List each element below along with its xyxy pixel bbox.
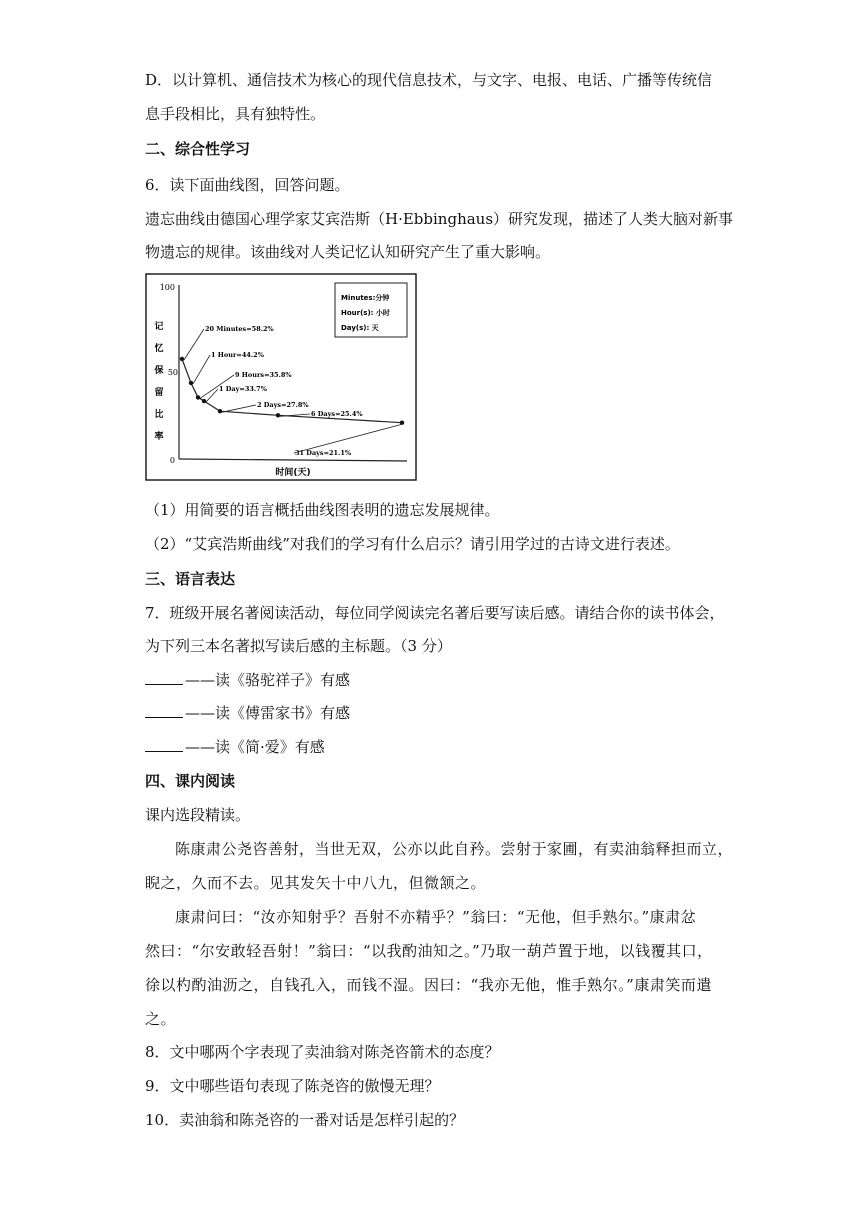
question-7-line-1: 7．班级开展名著阅读活动，每位同学阅读完名著后要写读后感。请结合你的读书体会， xyxy=(145,604,725,622)
intro-line-2: 物遗忘的规律。该曲线对人类记忆认知研究产生了重大影响。 xyxy=(145,243,551,261)
data-label: 31 Days=21.1% xyxy=(295,449,352,457)
data-point xyxy=(189,381,193,385)
option-d-line-2: 息手段相比，具有独特性。 xyxy=(145,105,326,123)
answer-blank-1[interactable] xyxy=(145,670,183,685)
data-point xyxy=(180,357,184,361)
passage-1-line-2: 睨之，久而不去。见其发矢十中八九，但微颔之。 xyxy=(145,874,487,892)
passage-1-line-1: 陈康肃公尧咨善射，当世无双，公亦以此自矜。尝射于家圃，有卖油翁释担而立， xyxy=(175,840,734,858)
question-7-line-2: 为下列三本名著拟写读后感的主标题。（3 分） xyxy=(145,637,452,655)
question-8: 8．文中哪两个字表现了卖油翁对陈尧咨箭术的态度？ xyxy=(145,1043,500,1061)
option-d-line-1: D．以计算机、通信技术为核心的现代信息技术，与文字、电报、电话、广播等传统信 xyxy=(145,71,713,89)
section-heading-4: 四、课内阅读 xyxy=(145,772,236,790)
intro-line-1: 遗忘曲线由德国心理学家艾宾浩斯（H·Ebbinghaus）研究发现，描述了人类大脑对新事 xyxy=(145,210,734,228)
y-axis-label-char: 率 xyxy=(154,432,164,442)
y-axis-label-char: 留 xyxy=(154,388,164,398)
data-point xyxy=(202,399,206,403)
legend-item-2: Day(s): 天 xyxy=(341,324,379,332)
data-label: 20 Minutes=58.2% xyxy=(205,325,274,333)
data-point xyxy=(276,413,280,417)
fill-in-row-1 xyxy=(145,670,350,690)
data-label: 6 Days=25.4% xyxy=(311,410,363,418)
legend-item-0: Minutes:分钟 xyxy=(341,294,390,302)
y-axis-label-char: 保 xyxy=(154,366,164,376)
data-point xyxy=(218,409,222,413)
forgetting-curve-chart xyxy=(145,273,417,485)
data-label: 1 Day=33.7% xyxy=(219,385,267,393)
y-axis-label-char: 记 xyxy=(154,322,164,332)
fill-text-3: ——读《简·爱》有感 xyxy=(185,738,325,756)
chart-svg xyxy=(145,273,417,485)
fill-in-row-2 xyxy=(145,703,350,723)
passage-2-line-3: 徐以杓酌油沥之，自钱孔入，而钱不湿。因曰：“我亦无他，惟手熟尔。”康肃笑而遣 xyxy=(145,976,712,994)
data-label: 9 Hours=35.8% xyxy=(235,371,292,379)
data-label: 1 Hour=44.2% xyxy=(211,351,264,359)
question-10: 10．卖油翁和陈尧咨的一番对话是怎样引起的？ xyxy=(145,1111,465,1129)
y-tick-50: 50 xyxy=(167,368,178,377)
y-tick-100: 100 xyxy=(159,283,175,292)
passage-2-line-1: 康肃问曰：“汝亦知射乎？吾射不亦精乎？”翁曰：“无他，但手熟尔。”康肃忿 xyxy=(175,908,697,926)
question-6: 6．读下面曲线图，回答问题。 xyxy=(145,176,350,194)
data-point xyxy=(196,395,200,399)
x-axis-label: 时间(天) xyxy=(275,468,311,478)
section-heading-3: 三、语言表达 xyxy=(145,570,236,588)
reading-intro: 课内选段精读。 xyxy=(145,806,251,824)
section-heading-2: 二、综合性学习 xyxy=(145,140,251,158)
y-tick-0: 0 xyxy=(169,456,175,465)
answer-blank-3[interactable] xyxy=(145,737,183,752)
question-6-2: （2）“艾宾浩斯曲线”对我们的学习有什么启示？请引用学过的古诗文进行表述。 xyxy=(145,535,680,553)
y-axis-label-char: 忆 xyxy=(154,344,164,354)
fill-text-2: ——读《傅雷家书》有感 xyxy=(185,704,351,722)
question-9: 9．文中哪些语句表现了陈尧咨的傲慢无理？ xyxy=(145,1077,440,1095)
fill-in-row-3 xyxy=(145,737,325,757)
data-label: 2 Days=27.8% xyxy=(257,401,309,409)
question-6-1: （1）用简要的语言概括曲线图表明的遗忘发展规律。 xyxy=(145,501,500,519)
passage-2-line-4: 之。 xyxy=(145,1010,177,1028)
passage-2-line-2: 然曰：“尔安敢轻吾射！”翁曰：“以我酌油知之。”乃取一葫芦置于地，以钱覆其口， xyxy=(145,942,713,960)
answer-blank-2[interactable] xyxy=(145,703,183,718)
y-axis-label-char: 比 xyxy=(154,410,164,420)
legend-item-1: Hour(s): 小时 xyxy=(341,309,390,317)
fill-text-1: ——读《骆驼祥子》有感 xyxy=(185,671,351,689)
